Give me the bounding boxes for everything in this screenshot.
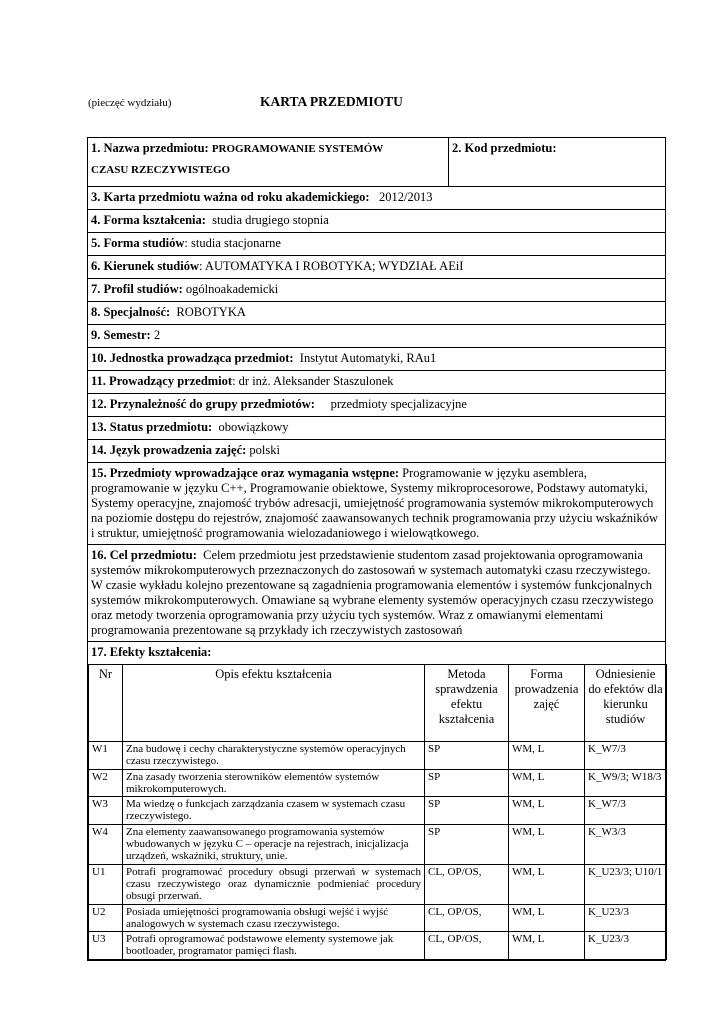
field-label: 3. Karta przedmiotu ważna od roku akademickiego: bbox=[91, 190, 370, 204]
cell-nr: U2 bbox=[89, 904, 123, 932]
cell-reference: K_W7/3 bbox=[585, 797, 667, 825]
field-value: CZASU RZECZYWISTEGO bbox=[91, 164, 231, 176]
field-label: 10. Jednostka prowadząca przedmiot: bbox=[91, 351, 294, 365]
field-semester bbox=[88, 325, 666, 348]
cell-description: Potrafi oprogramować podstawowe elementy systemowe jak bootloader, programator pamięci flash. bbox=[123, 932, 425, 960]
header-form: Forma prowadzenia zajęć bbox=[509, 665, 585, 742]
cell-form: WM, L bbox=[509, 769, 585, 797]
cell-reference: K_W3/3 bbox=[585, 824, 667, 864]
field-value: ROBOTYKA bbox=[176, 305, 246, 319]
header-reference: Odniesienie do efektów dla kierunku studiów bbox=[585, 665, 667, 742]
cell-nr: U1 bbox=[89, 864, 123, 904]
cell-form: WM, L bbox=[509, 932, 585, 960]
field-label: 1. Nazwa przedmiotu: bbox=[91, 141, 209, 155]
field-status bbox=[88, 417, 666, 440]
cell-nr: W1 bbox=[89, 742, 123, 770]
field-value: Instytut Automatyki, RAu1 bbox=[299, 351, 437, 365]
cell-description: Ma wiedzę o funkcjach zarządzania czasem w systemach czasu rzeczywistego. bbox=[123, 797, 425, 825]
field-label: 17. Efekty kształcenia: bbox=[91, 645, 212, 659]
field-study-field bbox=[88, 256, 666, 279]
field-value: Celem przedmiotu jest przedstawienie studentom zasad projektowania oprogramowania systemów mikrokomputerowych przeznaczonych do zastosowań w systemach automatyki czasu rzeczywistego. W czasie wykładu kolejno prezentowane są zagadnienia programowania elementów i systemów funkcjonalnych systemów mikrokomputerowych. Omawiane są wybrane elementy systemów operacyjnych czasu rzeczywistego oraz metody tworzenia oprogramowania przy użyciu tych systemów. Wraz z omawianymi elementami programowania prezentowane są przykłady ich rzeczywistych zastosowań bbox=[91, 548, 654, 637]
field-label: 8. Specjalność: bbox=[91, 305, 171, 319]
field-lecturer bbox=[88, 371, 666, 394]
cell-form: WM, L bbox=[509, 864, 585, 904]
field-study-profile bbox=[88, 279, 666, 302]
cell-form: WM, L bbox=[509, 904, 585, 932]
cell-method: CL, OP/OS, bbox=[425, 864, 509, 904]
cell-reference: K_U23/3; U10/1 bbox=[585, 864, 667, 904]
field-label: 9. Semestr: bbox=[91, 328, 151, 342]
field-course-name-row bbox=[88, 138, 666, 187]
cell-nr: U3 bbox=[89, 932, 123, 960]
field-label: 11. Prowadzący przedmiot bbox=[91, 374, 233, 388]
cell-description: Posiada umiejętności programowania obsługi wejść i wyjść analogowych w systemach czasu rzeczywistego. bbox=[123, 904, 425, 932]
field-course-code bbox=[449, 138, 666, 187]
field-unit bbox=[88, 348, 666, 371]
course-card-table bbox=[87, 137, 666, 961]
page-title: KARTA PRZEDMIOTU bbox=[260, 94, 403, 109]
field-value: polski bbox=[249, 443, 280, 457]
header-nr: Nr bbox=[89, 665, 123, 742]
field-value: PROGRAMOWANIE SYSTEMÓW bbox=[211, 143, 384, 155]
field-valid-year bbox=[88, 187, 666, 210]
field-label: 5. Forma studiów bbox=[91, 236, 185, 250]
table-header-row bbox=[89, 665, 667, 742]
cell-method: SP bbox=[425, 769, 509, 797]
table-row bbox=[89, 769, 667, 797]
field-course-group bbox=[88, 394, 666, 417]
cell-nr: W2 bbox=[89, 769, 123, 797]
cell-nr: W4 bbox=[89, 824, 123, 864]
table-row bbox=[89, 797, 667, 825]
field-language bbox=[88, 440, 666, 463]
table-row bbox=[89, 932, 667, 960]
field-value: studia drugiego stopnia bbox=[212, 213, 329, 227]
table-row bbox=[89, 904, 667, 932]
field-value: obowiązkowy bbox=[218, 420, 289, 434]
field-course-goal bbox=[88, 545, 666, 642]
learning-outcomes-table bbox=[88, 664, 667, 960]
field-course-name bbox=[88, 138, 449, 187]
field-study-form bbox=[88, 233, 666, 256]
field-label: 2. Kod przedmiotu: bbox=[452, 141, 557, 155]
field-value: : dr inż. Aleksander Staszulonek bbox=[232, 374, 394, 388]
field-label: 4. Forma kształcenia: bbox=[91, 213, 206, 227]
field-value: Programowanie w języku asemblera, programowanie w języku C++, Programowanie obiektowe, Systemy mikroprocesorowe, Podstawy automatyki, Systemy operacyjne, znajomość trybów adresacji, umiejętność programowania systemów mikrokomputerowych na poziomie dostępu do rejestrów, znajomość zaawansowanych technik programowania przy użyciu wskaźników i struktur, umiejętność programowania wielozadaniowego i wielowątkowego. bbox=[91, 466, 659, 540]
cell-reference: K_U23/3 bbox=[585, 932, 667, 960]
cell-description: Zna elementy zaawansowanego programowania systemów wbudowanych w języku C – operacje na rejestrach, inicjalizacja urządzeń, wskaźniki, struktury, unie. bbox=[123, 824, 425, 864]
field-value: : AUTOMATYKA I ROBOTYKA; WYDZIAŁ AEiI bbox=[199, 259, 464, 273]
cell-reference: K_W7/3 bbox=[585, 742, 667, 770]
field-value: : studia stacjonarne bbox=[184, 236, 281, 250]
cell-method: SP bbox=[425, 742, 509, 770]
header-method: Metoda sprawdzenia efektu kształcenia bbox=[425, 665, 509, 742]
field-label: 15. Przedmioty wprowadzające oraz wymagania wstępne: bbox=[91, 466, 400, 480]
table-row bbox=[89, 864, 667, 904]
table-row bbox=[89, 742, 667, 770]
field-value: 2 bbox=[153, 328, 161, 342]
cell-method: CL, OP/OS, bbox=[425, 904, 509, 932]
field-value: ogólnoakademicki bbox=[185, 282, 279, 296]
cell-reference: K_U23/3 bbox=[585, 904, 667, 932]
cell-description: Zna budowę i cechy charakterystyczne systemów operacyjnych czasu rzeczywistego. bbox=[123, 742, 425, 770]
cell-nr: W3 bbox=[89, 797, 123, 825]
cell-form: WM, L bbox=[509, 797, 585, 825]
faculty-stamp-placeholder: (pieczęć wydziału) bbox=[88, 97, 172, 109]
cell-description: Potrafi programować procedury obsugi przerwań w systemach czasu rzeczywistego oraz dynamicznie podmieniać procedury obsugi przerwań. bbox=[123, 864, 425, 904]
cell-method: CL, OP/OS, bbox=[425, 932, 509, 960]
cell-reference: K_W9/3; W18/3 bbox=[585, 769, 667, 797]
field-learning-outcomes bbox=[88, 642, 666, 665]
header-description: Opis efektu kształcenia bbox=[123, 665, 425, 742]
field-education-form bbox=[88, 210, 666, 233]
cell-method: SP bbox=[425, 824, 509, 864]
field-label: 6. Kierunek studiów bbox=[91, 259, 200, 273]
field-prerequisites bbox=[88, 463, 666, 545]
field-label: 7. Profil studiów: bbox=[91, 282, 183, 296]
field-specialization bbox=[88, 302, 666, 325]
cell-form: WM, L bbox=[509, 742, 585, 770]
field-label: 14. Język prowadzenia zajęć: bbox=[91, 443, 247, 457]
cell-description: Zna zasady tworzenia sterowników elementów systemów mikrokomputerowych. bbox=[123, 769, 425, 797]
field-value: 2012/2013 bbox=[378, 190, 433, 204]
cell-method: SP bbox=[425, 797, 509, 825]
field-value: przedmioty specjalizacyjne bbox=[330, 397, 467, 411]
field-label: 13. Status przedmiotu: bbox=[91, 420, 213, 434]
table-row bbox=[89, 824, 667, 864]
field-label: 12. Przynależność do grupy przedmiotów: bbox=[91, 397, 315, 411]
cell-form: WM, L bbox=[509, 824, 585, 864]
field-label: 16. Cel przedmiotu: bbox=[91, 548, 197, 562]
